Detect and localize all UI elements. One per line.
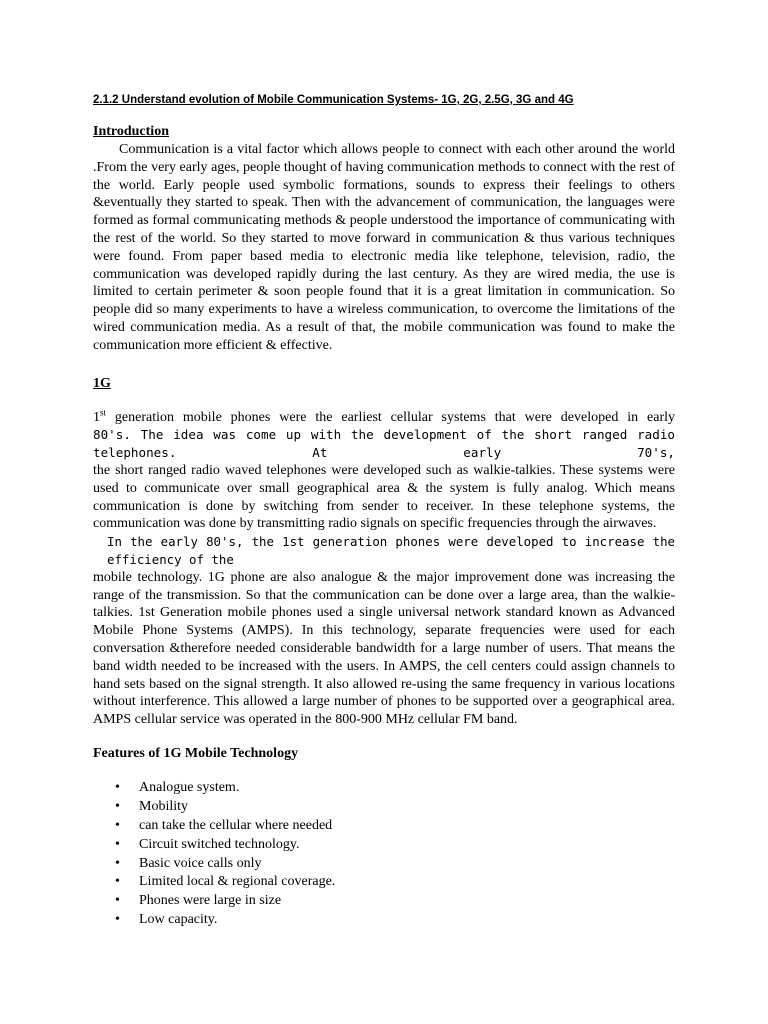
list-item [115,817,675,836]
section-1g-p2-text: mobile technology. 1G phone are also analogue & the major improvement done was increasing the range of the transmission. So that the communication can be done over a large area, than the walkie-talkies. 1st Generation mobile phones used a single universal network standard known as Advanced Mobile Phone Systems (AMPS). In this technology, separate frequencies were used for each conversation &therefore needed considerable bandwidth for a large number of users. That means the band width needed to be increased with the users. In AMPS, the cell centers could assign channels to hand sets based on the signal strength. It also allowed re-using the same frequency in various locations without interference. This allowed a large number of phones to be supported over a geographical area. AMPS cellular service was operated in the 800-900 MHz cellular FM band. [93,569,675,728]
list-item-text: Limited local & regional coverage. [139,874,336,890]
introduction-title: Introduction [93,124,169,139]
list-item [115,873,675,892]
p1-text: generation mobile phones were the earliest cellular systems that were developed in early [106,409,675,425]
bullet-icon: • [115,893,120,909]
bullet-icon: • [115,855,120,871]
introduction-paragraph: Communication is a vital factor which allows people to connect with each other around the world .From the very early ages, people thought of having communication methods to connect with the rest of the world. Early people used symbolic formations, sounds to express their feelings to others &eventually they started to speak. Then with the advancement of communication, the languages were formed as formal communicating methods & people understood the importance of communicating with the rest of the world. So they started to move forward in communication & thus various techniques were found. From paper based media to electronic media like telephone, television, radio, the communication was developed rapidly during the last century. As they are wired media, the use is limited to certain perimeter & soon people found that it is a great limitation in communication. So people did so many experiments to have a wireless communication, to overcome the limitations of the wired communication media. As a result of that, the mobile communication was found to make the communication more efficient & effective. [93,142,675,353]
list-item [115,892,675,911]
list-item-text: Circuit switched technology. [139,836,300,852]
list-item [115,855,675,874]
bullet-icon: • [115,817,120,833]
list-item-text: Basic voice calls only [139,855,262,871]
section-1g-p1-tail-text: the short ranged radio waved telephones were developed such as walkie-talkies. These systems were used to communicate over small geographical area & the system is fully analog. Which means communication is done by switching from sender to receiver. In these telephone systems, the communication was done by transmitting radio signals on specific frequencies through the airwaves. [93,462,675,532]
list-item [115,911,675,930]
features-list [93,779,675,930]
section-1g-title: 1G [93,375,111,391]
ordinal-suffix: st [100,406,107,417]
list-item [115,779,675,798]
document-heading: 2.1.2 Understand evolution of Mobile Communication Systems- 1G, 2G, 2.5G, 3G and 4G [93,94,574,106]
section-1g-paragraph-2 [93,533,675,729]
bullet-icon: • [115,874,120,890]
features-title: Features of 1G Mobile Technology [93,745,299,761]
bullet-icon: • [115,798,120,814]
bullet-icon: • [115,912,120,928]
list-item-text: Mobility [139,798,189,814]
list-item [115,836,675,855]
list-item-text: Phones were large in size [139,893,282,909]
section-1g-p1-mono-text: 80's. The idea was come up with the development of the short ranged radio telephones. At early 70's, [93,427,675,461]
list-item-text: Analogue system. [139,779,240,795]
list-item-text: Low capacity. [139,912,218,928]
section-1g-p2-mono-text: In the early 80's, the 1st generation phones were developed to increase the efficiency of the [107,534,675,567]
ordinal-number: 1 [93,409,100,425]
section-1g-paragraph-1 [93,406,675,534]
list-item-text: can take the cellular where needed [139,817,333,833]
bullet-icon: • [115,779,120,795]
bullet-icon: • [115,836,120,852]
section-1g-p1-line-1 [93,406,675,427]
list-item [115,798,675,817]
